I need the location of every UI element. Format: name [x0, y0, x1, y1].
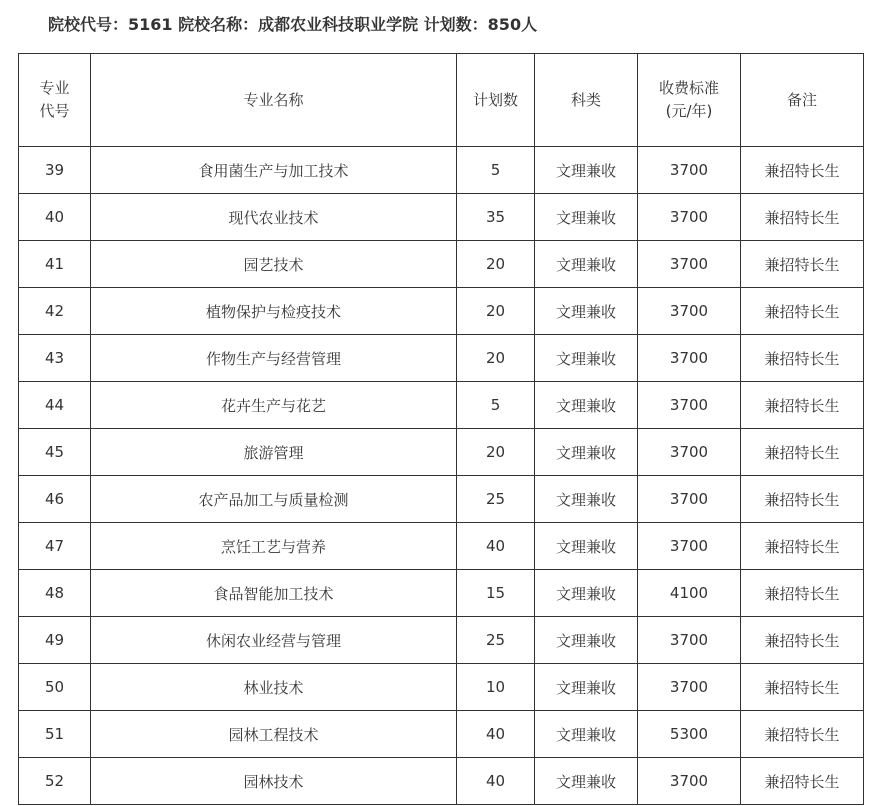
cell-fee: 3700: [638, 382, 741, 429]
cell-note: 兼招特长生: [741, 335, 864, 382]
cell-name: 作物生产与经营管理: [91, 335, 457, 382]
cell-category: 文理兼收: [535, 711, 638, 758]
cell-name: 烹饪工艺与营养: [91, 523, 457, 570]
cell-plan: 20: [457, 429, 535, 476]
cell-plan: 25: [457, 476, 535, 523]
table-row: [19, 147, 864, 194]
column-header-code-line2: 代号: [39, 102, 70, 120]
column-header-fee: [638, 54, 741, 147]
cell-plan: 40: [457, 758, 535, 805]
cell-note: 兼招特长生: [741, 476, 864, 523]
cell-category: 文理兼收: [535, 194, 638, 241]
table-row: [19, 476, 864, 523]
cell-code: 48: [19, 570, 91, 617]
table-body: [19, 147, 864, 805]
table-row: [19, 617, 864, 664]
cell-name: 农产品加工与质量检测: [91, 476, 457, 523]
cell-name: 植物保护与检疫技术: [91, 288, 457, 335]
table-row: [19, 382, 864, 429]
cell-name: 园林工程技术: [91, 711, 457, 758]
cell-code: 43: [19, 335, 91, 382]
table-header-row: [19, 54, 864, 147]
cell-note: 兼招特长生: [741, 711, 864, 758]
table-row: [19, 241, 864, 288]
column-header-fee-line2: (元/年): [665, 102, 713, 120]
cell-category: 文理兼收: [535, 570, 638, 617]
column-header-name: 专业名称: [91, 54, 457, 147]
column-header-code-line1: 专业: [39, 79, 70, 97]
cell-category: 文理兼收: [535, 476, 638, 523]
cell-plan: 35: [457, 194, 535, 241]
cell-category: 文理兼收: [535, 241, 638, 288]
column-header-fee-line1: 收费标准: [658, 79, 719, 97]
cell-plan: 15: [457, 570, 535, 617]
cell-code: 44: [19, 382, 91, 429]
cell-plan: 20: [457, 288, 535, 335]
cell-code: 42: [19, 288, 91, 335]
cell-fee: 3700: [638, 476, 741, 523]
cell-name: 休闲农业经营与管理: [91, 617, 457, 664]
table-row: [19, 570, 864, 617]
table-row: [19, 335, 864, 382]
cell-code: 51: [19, 711, 91, 758]
column-header-note: 备注: [741, 54, 864, 147]
cell-category: 文理兼收: [535, 147, 638, 194]
column-header-category: 科类: [535, 54, 638, 147]
cell-name: 园艺技术: [91, 241, 457, 288]
cell-category: 文理兼收: [535, 429, 638, 476]
table-row: [19, 288, 864, 335]
cell-note: 兼招特长生: [741, 758, 864, 805]
cell-fee: 3700: [638, 523, 741, 570]
cell-category: 文理兼收: [535, 288, 638, 335]
cell-note: 兼招特长生: [741, 523, 864, 570]
cell-code: 50: [19, 664, 91, 711]
column-header-plan: 计划数: [457, 54, 535, 147]
cell-plan: 20: [457, 241, 535, 288]
cell-note: 兼招特长生: [741, 241, 864, 288]
cell-fee: 3700: [638, 194, 741, 241]
cell-plan: 25: [457, 617, 535, 664]
cell-plan: 10: [457, 664, 535, 711]
cell-code: 52: [19, 758, 91, 805]
cell-note: 兼招特长生: [741, 382, 864, 429]
cell-fee: 3700: [638, 335, 741, 382]
cell-fee: 4100: [638, 570, 741, 617]
table-row: [19, 664, 864, 711]
page-heading: 院校代号：5161 院校名称：成都农业科技职业学院 计划数：850人: [48, 15, 538, 34]
cell-category: 文理兼收: [535, 617, 638, 664]
cell-note: 兼招特长生: [741, 664, 864, 711]
cell-name: 林业技术: [91, 664, 457, 711]
cell-fee: 3700: [638, 147, 741, 194]
cell-plan: 40: [457, 523, 535, 570]
cell-note: 兼招特长生: [741, 570, 864, 617]
cell-code: 45: [19, 429, 91, 476]
cell-name: 花卉生产与花艺: [91, 382, 457, 429]
enrollment-plan-table: [18, 53, 864, 805]
cell-note: 兼招特长生: [741, 429, 864, 476]
column-header-code: [19, 54, 91, 147]
table-row: [19, 711, 864, 758]
table-row: [19, 429, 864, 476]
cell-fee: 3700: [638, 617, 741, 664]
table-row: [19, 523, 864, 570]
cell-name: 旅游管理: [91, 429, 457, 476]
cell-fee: 3700: [638, 241, 741, 288]
table-row: [19, 194, 864, 241]
cell-name: 园林技术: [91, 758, 457, 805]
cell-plan: 5: [457, 382, 535, 429]
cell-category: 文理兼收: [535, 758, 638, 805]
cell-name: 食用菌生产与加工技术: [91, 147, 457, 194]
cell-name: 现代农业技术: [91, 194, 457, 241]
cell-fee: 3700: [638, 664, 741, 711]
cell-code: 40: [19, 194, 91, 241]
cell-name: 食品智能加工技术: [91, 570, 457, 617]
cell-plan: 40: [457, 711, 535, 758]
cell-code: 46: [19, 476, 91, 523]
cell-category: 文理兼收: [535, 664, 638, 711]
cell-code: 41: [19, 241, 91, 288]
cell-plan: 5: [457, 147, 535, 194]
table-row: [19, 758, 864, 805]
cell-note: 兼招特长生: [741, 194, 864, 241]
cell-fee: 3700: [638, 758, 741, 805]
cell-code: 49: [19, 617, 91, 664]
cell-note: 兼招特长生: [741, 288, 864, 335]
cell-fee: 3700: [638, 288, 741, 335]
cell-category: 文理兼收: [535, 335, 638, 382]
cell-plan: 20: [457, 335, 535, 382]
cell-code: 47: [19, 523, 91, 570]
cell-category: 文理兼收: [535, 523, 638, 570]
cell-code: 39: [19, 147, 91, 194]
cell-fee: 5300: [638, 711, 741, 758]
cell-note: 兼招特长生: [741, 617, 864, 664]
cell-note: 兼招特长生: [741, 147, 864, 194]
cell-category: 文理兼收: [535, 382, 638, 429]
cell-fee: 3700: [638, 429, 741, 476]
